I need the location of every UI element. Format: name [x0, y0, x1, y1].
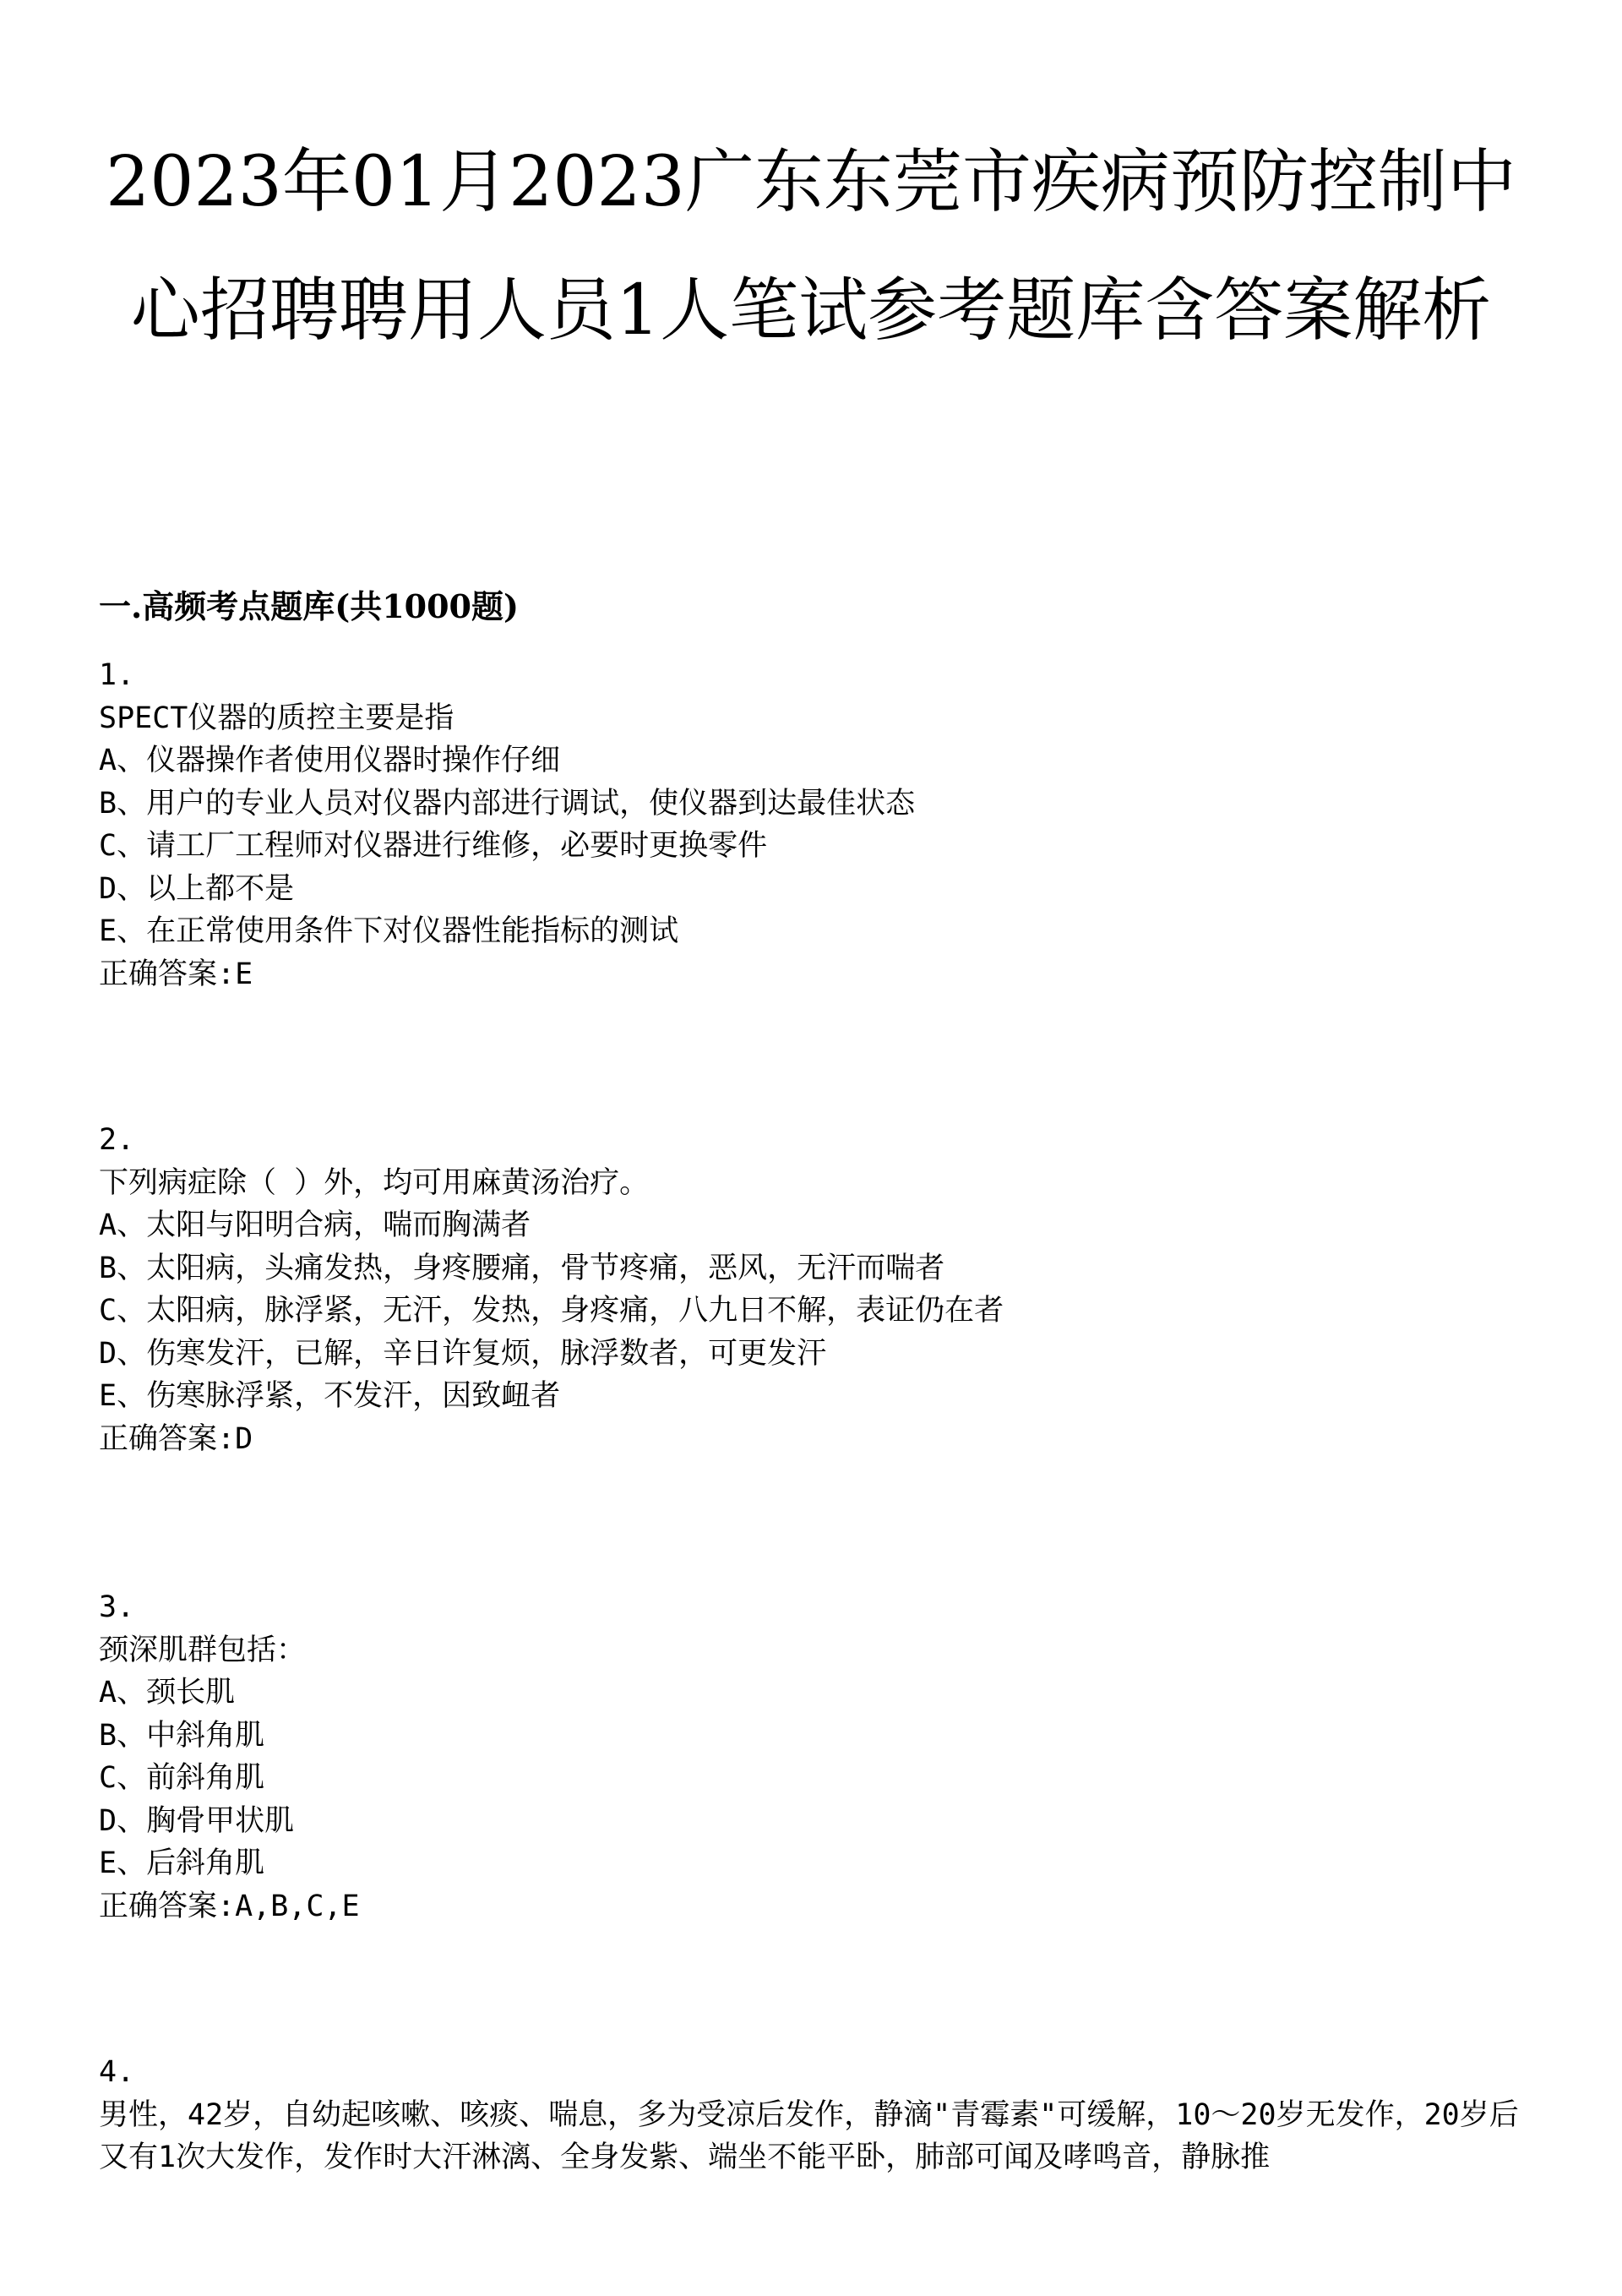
option-d: D、伤寒发汗，已解，辛日许复烦，脉浮数者，可更发汗	[99, 1336, 827, 1371]
question-4	[99, 2051, 1548, 2179]
option-c: C、前斜角肌	[99, 1761, 265, 1795]
question-stem: 男性，42岁，自幼起咳嗽、咳痰、喘息，多为受凉后发作，静滴"青霉素"可缓解，10～20岁无发作，20岁后又有1次大发作，发作时大汗淋漓、全身发紫、端坐不能平卧，肺部可闻及哮鸣音，静脉推	[99, 2097, 1519, 2174]
option-d: D、以上都不是	[99, 871, 295, 906]
option-b: B、用户的专业人员对仪器内部进行调试，使仪器到达最佳状态	[99, 786, 916, 821]
option-e: E、在正常使用条件下对仪器性能指标的测试	[99, 914, 679, 948]
correct-answer: 正确答案:A,B,C,E	[99, 1889, 360, 1923]
question-number: 2.	[99, 1123, 135, 1157]
question-1	[99, 654, 1548, 995]
question-number: 4.	[99, 2055, 135, 2089]
correct-answer: 正确答案:D	[99, 1421, 253, 1456]
question-stem: 颈深肌群包括：	[99, 1633, 307, 1667]
question-2	[99, 1119, 1548, 1460]
question-stem: 下列病症除（ ）外，均可用麻黄汤治疗。	[99, 1165, 650, 1200]
question-number: 3.	[99, 1590, 135, 1624]
option-e: E、伤寒脉浮紧，不发汗，因致衄者	[99, 1379, 561, 1413]
option-e: E、后斜角肌	[99, 1846, 265, 1880]
document-title: 2023年01月2023广东东莞市疾病预防控制中心招聘聘用人员1人笔试参考题库含答案解析	[106, 142, 1516, 351]
correct-answer: 正确答案:E	[99, 957, 253, 991]
option-b: B、中斜角肌	[99, 1718, 265, 1753]
question-number: 1.	[99, 658, 135, 692]
option-a: A、太阳与阳明合病，喘而胸满者	[99, 1208, 531, 1242]
option-a: A、颈长肌	[99, 1676, 236, 1710]
section-heading: 一.高频考点题库(共1000题)	[99, 587, 519, 625]
option-a: A、仪器操作者使用仪器时操作仔细	[99, 744, 561, 777]
option-b: B、太阳病，头痛发热，身疼腰痛，骨节疼痛，恶风，无汗而喘者	[99, 1251, 945, 1285]
question-stem: SPECT仪器的质控主要是指	[99, 701, 454, 735]
question-3	[99, 1586, 1548, 1928]
option-d: D、胸骨甲状肌	[99, 1803, 295, 1838]
option-c: C、请工厂工程师对仪器进行维修，必要时更换零件	[99, 829, 768, 863]
option-c: C、太阳病，脉浮紧，无汗，发热，身疼痛，八九日不解，表证仍在者	[99, 1294, 1004, 1328]
